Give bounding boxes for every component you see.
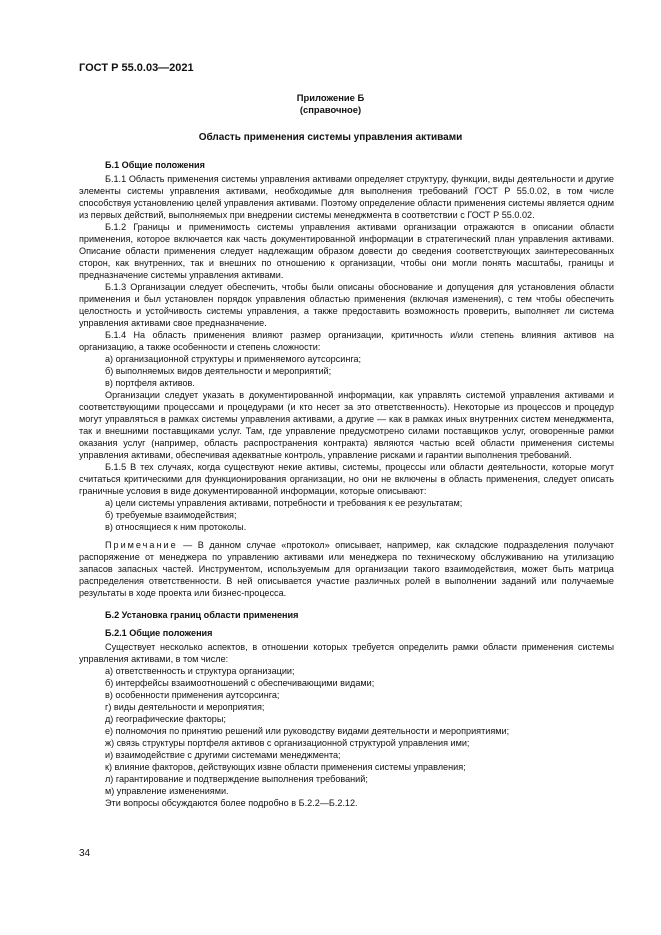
paragraph-b1-4: Б.1.4 На область применения влияют размер организации, критичность и/или степень влияния активов на организацию, а также особенности и степень сложности: (79, 330, 614, 352)
list-item: в) относящиеся к ним протоколы. (105, 522, 247, 532)
paragraph-b1-3: Б.1.3 Организации следует обеспечить, чтобы были описаны обоснование и допущения для установления области применения и был установлен порядок управления областью применения (включая изменения), с тем чтобы обеспечить целостность и устойчивость системы управления, а также предоставить возможность проверить, выполняет ли система управления активами свое предназначение. (79, 282, 614, 328)
subsection-heading-b2-1: Б.2.1 Общие положения (105, 628, 213, 638)
list-item: б) выполняемых видов деятельности и мероприятий; (105, 366, 332, 376)
list-item: в) особенности применения аутсорсинга; (105, 690, 280, 700)
document-body (79, 159, 614, 809)
list-item: и) взаимодействие с другими системами менеджмента; (105, 750, 341, 760)
list-item: а) цели системы управления активами, потребности и требования к ее результатам; (105, 498, 463, 508)
paragraph-b1-2: Б.1.2 Границы и применимость системы управления активами организации отражаются в описании области применения, которое включается как часть документированной информации в стратегический план управления активами. Описание области применения следует надлежащим образом довести до сведения соответствующих заинтересованных сторон, как внутренних, так и внешних по отношению к организации, чтобы они могли понять масштабы, границы и предназначение системы управления активами. (79, 222, 614, 280)
list-item: д) географические факторы; (105, 714, 226, 724)
paragraph-b1-4-continuation: Организации следует указать в документированной информации, как управлять системой управления активами и соответствующими процессами и процедурами (и кто несет за это ответственность). Некоторые из процессов и процедур могут управляться в рамках системы управления активами, а другие — как в рамках иных внутренних систем менеджмента, так и внешними поставщиками услуг. Там, где управление предусмотрено силами поставщиков услуг, оговоренные рамки оказания услуг (например, область распространения контракта) являются частью всей области применения системы управления активами, обеспечивая адекватные контроль, управление рисками и гарантии выполнения требований. (79, 390, 614, 460)
section-heading-b2: Б.2 Установка границ области применения (105, 610, 299, 620)
appendix-title: Приложение Б (296, 92, 365, 103)
list-item: м) управление изменениями. (105, 786, 229, 796)
paragraph-b2-1-outro: Эти вопросы обсуждаются более подробно в Б.2.2—Б.2.12. (105, 798, 358, 808)
note-text: — В данном случае «протокол» описывает, например, как складские подразделения получают распоряжение от менеджера по управлению активами или менеджера по техническому обслуживанию на утилизацию запасов запасных частей. Инструментом, используемым для организации такого взаимодействия, может быть матрица распределения ответственности. В ней описывается участие различных ролей в выполнении заданий или получаемые результаты в ходе проекта или бизнес-процесса. (79, 540, 614, 598)
document-code: ГОСТ Р 55.0.03—2021 (79, 62, 194, 74)
list-item: г) виды деятельности и мероприятия; (105, 702, 265, 712)
list-item: к) влияние факторов, действующих извне области применения системы управления; (105, 762, 466, 772)
list-item: в) портфеля активов. (105, 378, 195, 388)
page-title: Область применения системы управления активами (198, 132, 463, 143)
paragraph-b1-1: Б.1.1 Область применения системы управления активами определяет структуру, функции, виды деятельности и другие элементы системы управления активами, необходимые для выполнения требований ГОСТ Р 55.0.02, в том числе способствуя установлению целей управления активами. Поэтому определение области применения системы является одним из первых действий, выполняемых при внедрении системы менеджмента в соответствии с ГОСТ Р 55.0.02. (79, 174, 614, 220)
appendix-subtitle: (справочное) (299, 104, 362, 115)
paragraph-b1-5: Б.1.5 В тех случаях, когда существуют некие активы, системы, процессы или области деятельности, которые могут считаться критическими для функционирования организации, но они не включены в область применения, следует описать граничные условия в виде документированной информации, которые описывают: (79, 462, 614, 496)
list-item: б) требуемые взаимодействия; (105, 510, 237, 520)
list-item: е) полномочия по принятию решений или руководству видами деятельности и мероприятиями; (105, 726, 510, 736)
note (79, 539, 614, 599)
list-item: ж) связь структуры портфеля активов с организационной структурой управления ими; (105, 738, 470, 748)
page-number: 34 (79, 848, 91, 859)
section-heading-b1: Б.1 Общие положения (105, 160, 205, 170)
list-item: л) гарантирование и подтверждение выполнения требований; (105, 774, 368, 784)
appendix-heading (0, 92, 661, 116)
list-item: а) ответственность и структура организации; (105, 666, 295, 676)
list-item: б) интерфейсы взаимоотношений с обеспечивающими видами; (105, 678, 375, 688)
paragraph-b2-1-intro: Существует несколько аспектов, в отношении которых требуется определить рамки области применения системы управления активами, в том числе: (79, 642, 614, 664)
note-label: Примечание (105, 540, 178, 550)
list-item: а) организационной структуры и применяемого аутсорсинга; (105, 354, 362, 364)
